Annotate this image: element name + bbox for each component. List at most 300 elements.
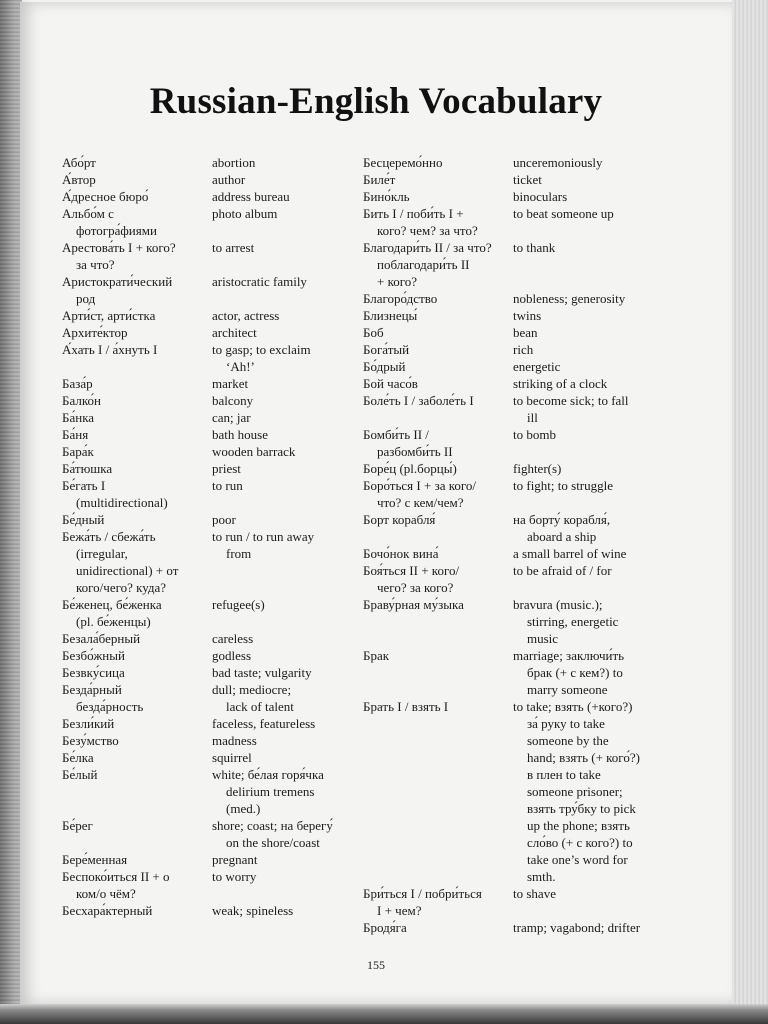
russian-term-line: (multidirectional) — [76, 495, 168, 510]
russian-term — [62, 681, 212, 715]
vocabulary-entry — [62, 766, 382, 817]
russian-term — [363, 885, 513, 919]
english-translation-line: bean — [513, 325, 538, 340]
russian-term — [363, 290, 513, 307]
book-binding-edge — [0, 0, 22, 1024]
english-translation — [513, 171, 713, 188]
english-translation-line: aboard a ship — [527, 529, 597, 544]
vocabulary-entry — [363, 290, 733, 307]
english-translation-line: priest — [212, 461, 241, 476]
russian-term-line: Бе́гать I — [62, 478, 106, 493]
english-translation — [212, 239, 372, 273]
english-translation — [212, 647, 372, 664]
russian-term-line: Бой часо́в — [363, 376, 418, 391]
russian-term-line: Бесхара́ктерный — [62, 903, 153, 918]
english-translation — [212, 171, 372, 188]
english-translation-line: rich — [513, 342, 534, 357]
vocabulary-column-right — [363, 154, 733, 936]
russian-term — [363, 647, 513, 698]
russian-term-line: Беспоко́иться II + о — [62, 869, 170, 884]
russian-term-line: Бри́ться I / побри́ться — [363, 886, 482, 901]
russian-term — [62, 409, 212, 426]
russian-term-line: Бе́дный — [62, 512, 105, 527]
russian-term — [62, 188, 212, 205]
english-translation-line: squirrel — [212, 750, 252, 765]
vocabulary-entry — [62, 375, 382, 392]
russian-term — [62, 630, 212, 647]
english-translation — [513, 154, 713, 171]
russian-term — [363, 426, 513, 460]
russian-term-line: Боле́ть I / заболе́ть I — [363, 393, 474, 408]
english-translation-line: to beat someone up — [513, 206, 614, 221]
english-translation — [513, 545, 713, 562]
english-translation-line: binoculars — [513, 189, 568, 204]
vocabulary-entry — [62, 477, 382, 511]
english-translation-line: to gasp; to exclaim — [212, 342, 311, 357]
vocabulary-entry — [62, 511, 382, 528]
english-translation — [513, 885, 713, 919]
english-translation-line: godless — [212, 648, 251, 663]
russian-term-line: что? с кем/чем? — [377, 495, 464, 510]
english-translation — [513, 375, 713, 392]
russian-term — [62, 528, 212, 596]
vocabulary-entry — [62, 664, 382, 681]
vocabulary-entry — [62, 868, 382, 902]
russian-term — [363, 460, 513, 477]
english-translation — [212, 596, 372, 630]
vocabulary-entry — [62, 154, 382, 171]
russian-term — [363, 239, 513, 290]
russian-term — [62, 307, 212, 324]
english-translation-line: address bureau — [212, 189, 290, 204]
english-translation — [513, 188, 713, 205]
english-translation-line: fighter(s) — [513, 461, 562, 476]
english-translation-line: to arrest — [212, 240, 255, 255]
english-translation-line: unceremoniously — [513, 155, 603, 170]
english-translation — [212, 477, 372, 511]
vocabulary-entry — [363, 545, 733, 562]
russian-term-line: безда́рность — [76, 699, 144, 714]
english-translation — [212, 324, 372, 341]
russian-term-line: Бе́женец, бе́женка — [62, 597, 162, 612]
russian-term — [363, 545, 513, 562]
russian-term-line: Балко́н — [62, 393, 101, 408]
russian-term — [363, 307, 513, 324]
vocabulary-entry — [62, 307, 382, 324]
english-translation — [212, 375, 372, 392]
russian-term — [363, 205, 513, 239]
english-translation-line: tramp; vagabond; drifter — [513, 920, 641, 935]
russian-term-line: Браву́рная му́зыка — [363, 597, 464, 612]
russian-term-line: кого? чем? за что? — [377, 223, 478, 238]
english-translation — [212, 392, 372, 409]
russian-term — [363, 477, 513, 511]
russian-term — [62, 511, 212, 528]
russian-term-line: Боро́ться I + за кого/ — [363, 478, 476, 493]
english-translation-line: can; jar — [212, 410, 251, 425]
russian-term-line: Ба́нка — [62, 410, 95, 425]
english-translation-line: market — [212, 376, 249, 391]
english-translation — [212, 307, 372, 324]
russian-term-line: Благодари́ть II / за что? — [363, 240, 492, 255]
english-translation-line: pregnant — [212, 852, 258, 867]
russian-term-line: Брать I / взять I — [363, 699, 449, 714]
english-translation — [212, 902, 372, 919]
russian-term-line: Арестова́ть I + кого? — [62, 240, 176, 255]
russian-term-line: Бочо́нок вина́ — [363, 546, 439, 561]
english-translation — [513, 239, 713, 290]
english-translation — [212, 868, 372, 902]
russian-term-line: А́хать I / а́хнуть I — [62, 342, 158, 357]
vocabulary-entry — [62, 851, 382, 868]
vocabulary-entry — [363, 341, 733, 358]
english-translation-line: wooden barrack — [212, 444, 296, 459]
russian-term-line: за что? — [76, 257, 115, 272]
english-translation-line: to worry — [212, 869, 257, 884]
vocabulary-entry — [363, 596, 733, 647]
vocabulary-entry — [363, 188, 733, 205]
english-translation — [212, 341, 372, 375]
russian-term-line: Безала́берный — [62, 631, 141, 646]
english-translation-line: nobleness; generosity — [513, 291, 626, 306]
russian-term — [62, 392, 212, 409]
page-bottom-shadow — [0, 1004, 768, 1024]
russian-term-line: Бесцеремо́нно — [363, 155, 443, 170]
russian-term — [62, 239, 212, 273]
russian-term — [62, 766, 212, 817]
english-translation — [513, 426, 713, 460]
page-stack-edge — [732, 0, 768, 1024]
english-translation-line: from — [226, 546, 252, 561]
russian-term-line: ком/о чём? — [76, 886, 136, 901]
english-translation-line: to take; взять (+кого?) — [513, 699, 633, 714]
russian-term-line: Бежа́ть / сбежа́ть — [62, 529, 156, 544]
english-translation — [513, 477, 713, 511]
russian-term-line: Бере́менная — [62, 852, 128, 867]
russian-term-line: Альбо́м с — [62, 206, 114, 221]
russian-term — [363, 188, 513, 205]
vocabulary-entry — [363, 171, 733, 188]
russian-term — [62, 596, 212, 630]
vocabulary-entry — [62, 205, 382, 239]
russian-term — [62, 715, 212, 732]
english-translation — [513, 358, 713, 375]
english-translation-line: to become sick; to fall — [513, 393, 629, 408]
russian-term-line: чего? за кого? — [377, 580, 454, 595]
russian-term — [363, 562, 513, 596]
vocabulary-entry — [62, 596, 382, 630]
russian-term — [62, 732, 212, 749]
english-translation — [212, 851, 372, 868]
russian-term-line: А́дресное бюро́ — [62, 189, 149, 204]
vocabulary-entry — [62, 732, 382, 749]
russian-term — [62, 477, 212, 511]
english-translation-line: ill — [527, 410, 538, 425]
vocabulary-entry — [62, 817, 382, 851]
english-translation-line: marry someone — [527, 682, 608, 697]
vocabulary-entry — [62, 392, 382, 409]
english-translation-line: energetic — [513, 359, 561, 374]
russian-term — [62, 460, 212, 477]
english-translation — [212, 715, 372, 732]
vocabulary-entry — [62, 341, 382, 375]
english-translation — [513, 698, 713, 885]
vocabulary-entry — [62, 715, 382, 732]
vocabulary-entry — [62, 902, 382, 919]
russian-term-line: Ба́ня — [62, 427, 89, 442]
english-translation-line: ‘Ah!’ — [226, 359, 255, 374]
russian-term-line: Бо́дрый — [363, 359, 406, 374]
english-translation-line: to bomb — [513, 427, 556, 442]
vocabulary-entry — [62, 409, 382, 426]
russian-term-line: фотогра́фиями — [76, 223, 157, 238]
english-translation-line: сло́во (+ с кого?) to — [527, 835, 633, 850]
russian-term-line: Арти́ст, арти́стка — [62, 308, 156, 323]
russian-term — [62, 851, 212, 868]
english-translation — [212, 664, 372, 681]
russian-term-line: Боя́ться II + кого/ — [363, 563, 460, 578]
russian-term — [363, 919, 513, 936]
russian-term — [62, 375, 212, 392]
english-translation-line: faceless, featureless — [212, 716, 316, 731]
vocabulary-entry — [363, 885, 733, 919]
vocabulary-entry — [363, 205, 733, 239]
russian-term-line: Бара́к — [62, 444, 94, 459]
russian-term-line: (pl. бе́женцы) — [76, 614, 151, 629]
russian-term-line: unidirectional) + от — [76, 563, 179, 578]
english-translation-line: to be afraid of / for — [513, 563, 612, 578]
vocabulary-entry — [363, 239, 733, 290]
english-translation-line: bath house — [212, 427, 268, 442]
russian-term-line: + кого? — [377, 274, 418, 289]
english-translation — [513, 341, 713, 358]
english-translation-line: refugee(s) — [212, 597, 265, 612]
russian-term — [62, 868, 212, 902]
english-translation — [212, 817, 372, 851]
english-translation — [212, 630, 372, 647]
english-translation-line: взять тру́бку to pick — [527, 801, 636, 816]
english-translation — [212, 154, 372, 171]
vocabulary-entry — [363, 392, 733, 426]
vocabulary-entry — [62, 273, 382, 307]
english-translation — [513, 562, 713, 596]
english-translation — [212, 732, 372, 749]
english-translation-line: madness — [212, 733, 257, 748]
russian-term-line: Бе́лый — [62, 767, 98, 782]
english-translation — [513, 596, 713, 647]
english-translation — [212, 681, 372, 715]
russian-term-line: Бродя́га — [363, 920, 407, 935]
english-translation-line: to run — [212, 478, 243, 493]
english-translation — [513, 919, 713, 936]
russian-term-line: (irregular, — [76, 546, 128, 561]
russian-term — [363, 698, 513, 885]
russian-term-line: Бомби́ть II / — [363, 427, 429, 442]
russian-term — [363, 596, 513, 647]
russian-term-line: кого/чего? куда? — [76, 580, 167, 595]
russian-term — [363, 375, 513, 392]
russian-term-line: Безвку́сица — [62, 665, 125, 680]
russian-term-line: Архите́ктор — [62, 325, 128, 340]
english-translation — [212, 426, 372, 443]
english-translation-line: white; бе́лая горя́чка — [212, 767, 324, 782]
english-translation-line: ticket — [513, 172, 542, 187]
vocabulary-entry — [62, 749, 382, 766]
english-translation-line: author — [212, 172, 246, 187]
vocabulary-entry — [62, 528, 382, 596]
english-translation-line: lack of talent — [226, 699, 294, 714]
vocabulary-entry — [62, 188, 382, 205]
english-translation-line: abortion — [212, 155, 256, 170]
english-translation-line: hand; взять (+ кого́?) — [527, 750, 640, 765]
russian-term-line: А́втор — [62, 172, 96, 187]
english-translation-line: architect — [212, 325, 257, 340]
english-translation — [212, 409, 372, 426]
russian-term — [363, 392, 513, 426]
book-page — [20, 2, 732, 1004]
russian-term-line: Бе́лка — [62, 750, 94, 765]
english-translation-line: to shave — [513, 886, 556, 901]
english-translation-line: striking of a clock — [513, 376, 608, 391]
russian-term-line: Бога́тый — [363, 342, 410, 357]
vocabulary-entry — [363, 154, 733, 171]
russian-term — [62, 817, 212, 851]
russian-term — [62, 205, 212, 239]
vocabulary-entry — [363, 919, 733, 936]
english-translation-line: aristocratic family — [212, 274, 307, 289]
vocabulary-entry — [363, 647, 733, 698]
english-translation-line: (med.) — [226, 801, 261, 816]
russian-term — [62, 647, 212, 664]
vocabulary-entry — [62, 460, 382, 477]
english-translation-line: to fight; to struggle — [513, 478, 614, 493]
russian-term — [363, 511, 513, 545]
russian-term — [62, 749, 212, 766]
russian-term — [363, 358, 513, 375]
english-translation — [513, 511, 713, 545]
vocabulary-entry — [62, 324, 382, 341]
russian-term-line: Безбо́жный — [62, 648, 125, 663]
russian-term-line: Благоро́дство — [363, 291, 438, 306]
vocabulary-entry — [363, 477, 733, 511]
russian-term-line: Безли́кий — [62, 716, 115, 731]
english-translation-line: on the shore/coast — [226, 835, 320, 850]
russian-term-line: Брак — [363, 648, 390, 663]
english-translation — [212, 188, 372, 205]
vocabulary-entry — [62, 647, 382, 664]
english-translation-line: bravura (music.); — [513, 597, 603, 612]
english-translation-line: twins — [513, 308, 542, 323]
english-translation — [212, 443, 372, 460]
english-translation-line: music — [527, 631, 559, 646]
russian-term-line: Боб — [363, 325, 384, 340]
russian-term-line: Бить I / поби́ть I + — [363, 206, 464, 221]
english-translation — [513, 205, 713, 239]
english-translation-line: stirring, energetic — [527, 614, 619, 629]
vocabulary-entry — [363, 460, 733, 477]
english-translation — [513, 647, 713, 698]
russian-term — [62, 324, 212, 341]
english-translation — [513, 460, 713, 477]
english-translation-line: careless — [212, 631, 254, 646]
russian-term-line: Боре́ц (pl.борцы́) — [363, 461, 457, 476]
russian-term — [363, 341, 513, 358]
russian-term-line: Безда́рный — [62, 682, 122, 697]
russian-term — [62, 341, 212, 375]
english-translation-line: a small barrel of wine — [513, 546, 627, 561]
english-translation — [212, 749, 372, 766]
russian-term-line: Бино́кль — [363, 189, 410, 204]
vocabulary-entry — [363, 307, 733, 324]
vocabulary-entry — [62, 171, 382, 188]
vocabulary-entry — [363, 324, 733, 341]
russian-term — [62, 664, 212, 681]
english-translation-line: smth. — [527, 869, 556, 884]
english-translation — [212, 205, 372, 239]
russian-term-line: Биле́т — [363, 172, 396, 187]
english-translation — [212, 528, 372, 596]
russian-term-line: Бе́рег — [62, 818, 93, 833]
english-translation — [513, 290, 713, 307]
russian-term — [363, 171, 513, 188]
page-number: 155 — [367, 958, 385, 972]
english-translation — [212, 766, 372, 817]
russian-term — [363, 154, 513, 171]
russian-term-line: Безу́мство — [62, 733, 119, 748]
russian-term — [62, 273, 212, 307]
russian-term-line: Борт корабля́ — [363, 512, 436, 527]
russian-term-line: Близнецы́ — [363, 308, 418, 323]
russian-term-line: База́р — [62, 376, 93, 391]
russian-term-line: I + чем? — [377, 903, 422, 918]
vocabulary-entry — [363, 562, 733, 596]
russian-term — [363, 324, 513, 341]
russian-term — [62, 902, 212, 919]
english-translation-line: someone by the — [527, 733, 609, 748]
russian-term-line: поблагодари́ть II — [377, 257, 470, 272]
english-translation — [513, 392, 713, 426]
russian-term-line: род — [76, 291, 96, 306]
english-translation-line: balcony — [212, 393, 254, 408]
english-translation-line: photo album — [212, 206, 278, 221]
russian-term — [62, 171, 212, 188]
russian-term — [62, 443, 212, 460]
english-translation — [212, 273, 372, 307]
english-translation-line: weak; spineless — [212, 903, 294, 918]
russian-term-line: разбомби́ть II — [377, 444, 453, 459]
english-translation-line: actor, actress — [212, 308, 280, 323]
english-translation-line: в плен to take — [527, 767, 601, 782]
english-translation-line: to thank — [513, 240, 556, 255]
vocabulary-entry — [62, 443, 382, 460]
english-translation-line: bad taste; vulgarity — [212, 665, 312, 680]
russian-term-line: Або́рт — [62, 155, 96, 170]
english-translation — [513, 324, 713, 341]
vocabulary-entry — [62, 630, 382, 647]
english-translation-line: delirium tremens — [226, 784, 315, 799]
english-translation-line: poor — [212, 512, 236, 527]
english-translation-line: someone prisoner; — [527, 784, 623, 799]
vocabulary-column-left — [62, 154, 382, 919]
russian-term-line: Аристократи́ческий — [62, 274, 173, 289]
english-translation-line: take one’s word for — [527, 852, 628, 867]
page-title: Russian-English Vocabulary — [149, 81, 603, 122]
english-translation — [212, 460, 372, 477]
vocabulary-entry — [363, 511, 733, 545]
english-translation-line: up the phone; взять — [527, 818, 630, 833]
russian-term — [62, 154, 212, 171]
english-translation — [212, 511, 372, 528]
